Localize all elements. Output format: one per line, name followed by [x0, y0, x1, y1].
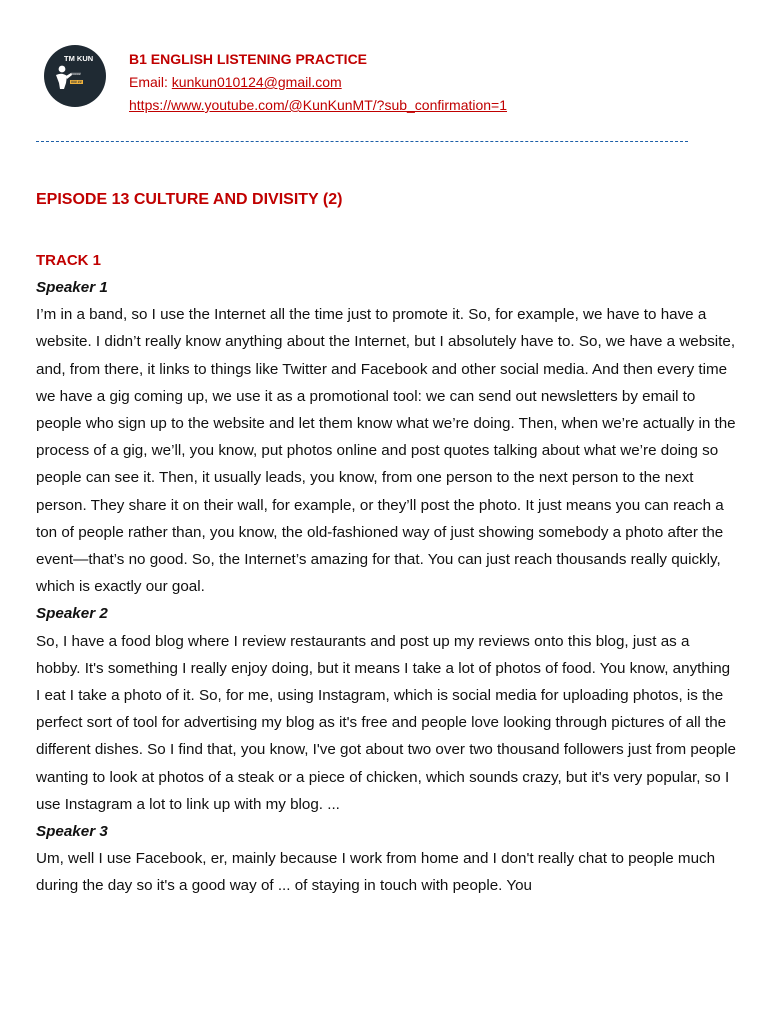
speaker-name: Speaker 2 — [36, 605, 108, 623]
youtube-line — [129, 94, 507, 117]
episode-title: EPISODE 13 CULTURE AND DIVISITY (2) — [36, 191, 343, 208]
email-link[interactable]: kunkun010124@gmail.com — [171, 74, 342, 90]
logo-badge: ### ## — [71, 80, 82, 84]
speaker-text: So, I have a food blog where I review restaurants and post up my reviews onto this blog, just as a hobby. It's something I really enjoy doing, but it means I take a lot of photos of food. You know, anything I eat I take a photo of it. So, for me, using Instagram, which is social media for uploading photos, is the perfect sort of tool for advertising my blog as it's free and people love looking through pictures of all the different dishes. So I find that, you know, I've got about two over two thousand followers just from people wanting to look at photos of a steak or a piece of chicken, which sounds crazy, but it's very popular, so I use Instagram a lot to link up with my blog. ... — [36, 632, 736, 813]
speaker-text: Um, well I use Facebook, er, mainly because I work from home and I don't really chat to people much during the day so it's a good way of ... of staying in touch with people. You — [36, 850, 716, 895]
channel-logo — [44, 45, 106, 107]
track-title: TRACK 1 — [36, 252, 102, 269]
speaker-name: Speaker 3 — [36, 823, 108, 841]
email-label: Email: — [129, 74, 172, 90]
header-title: B1 ENGLISH LISTENING PRACTICE — [129, 51, 368, 67]
transcript — [36, 247, 736, 900]
divider — [36, 141, 688, 142]
logo-text: TM KUN — [64, 54, 94, 63]
youtube-link[interactable]: https://www.youtube.com/@KunKunMT/?sub_confirmation=1 — [129, 97, 508, 113]
speaker-text: I’m in a band, so I use the Internet all the time just to promote it. So, for example, we have to have a website. I didn’t really know anything about the Internet, but I absolutely have to. So, we have a website, and, from there, it links to things like Twitter and Facebook and other social media. And then every time we have a gig coming up, we use it as a promotional tool: we can send out newsletters by email to people who sign up to the website and let them know what we’re doing. Then, when we’re actually in the process of a gig, we’ll, you know, put photos online and post quotes talking about what we’re doing so people can see it. Then, it usually leads, you know, from one person to the next person to the next person. They share it on their wall, for example, or they’ll post the photo. It just means you can reach a ton of people rather than, you know, the old-fashioned way of just showing somebody a photo after the event—that’s no good. So, the Internet’s amazing for that. You can just reach thousands really quickly, which is exactly our goal. — [36, 306, 736, 596]
header — [129, 48, 507, 117]
speaker-name: Speaker 1 — [36, 279, 108, 296]
logo-subtext: ##### — [71, 72, 81, 76]
email-line — [129, 71, 507, 94]
